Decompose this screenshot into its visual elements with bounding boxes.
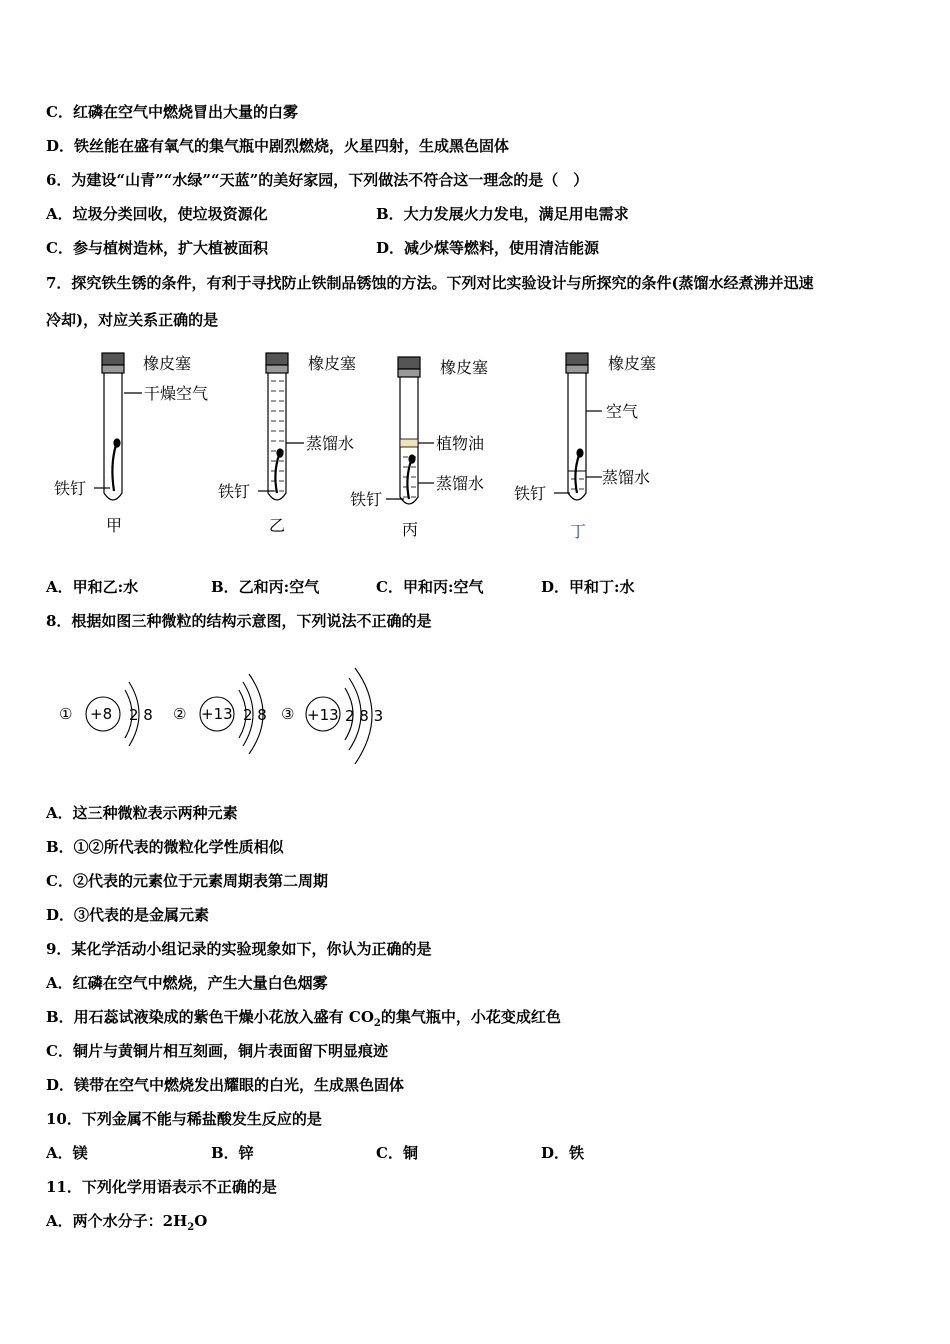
q6-stem: 6．为建设“山青”“水绿”“天蓝”的美好家园，下列做法不符合这一理念的是（ ） (46, 171, 589, 189)
label-stopper-4: 橡皮塞 (608, 354, 657, 373)
q9-option-b (46, 1007, 561, 1027)
label-dry-air: 干燥空气 (144, 384, 209, 403)
q10-stem: 10．下列金属不能与稀盐酸发生反应的是 (46, 1110, 322, 1128)
q8-option-a: A．这三种微粒表示两种元素 (46, 804, 238, 822)
q6-option-c: C．参与植树造林，扩大植被面积 (46, 239, 268, 257)
label-stopper-1: 橡皮塞 (143, 354, 192, 373)
q11-option-a (46, 1211, 207, 1231)
stopper-icon (398, 369, 420, 377)
q10-option-a: A．镁 (46, 1144, 88, 1162)
q9b-text-post: 的集气瓶中，小花变成红色 (380, 1008, 561, 1026)
q11a-text-pre: A．两个水分子：2H (46, 1212, 188, 1230)
q8-option-b: B．①②所代表的微粒化学性质相似 (46, 838, 284, 856)
label-stopper-3: 橡皮塞 (440, 358, 489, 377)
q5-option-d: D．铁丝能在盛有氧气的集气瓶中剧烈燃烧，火星四射，生成黑色固体 (46, 137, 510, 155)
q6-option-d: D．减少煤等燃料，使用清洁能源 (376, 239, 600, 257)
q9b-text-pre: B．用石蕊试液染成的紫色干燥小花放入盛有 CO (46, 1008, 374, 1026)
q7-option-c: C．甲和丙:空气 (376, 578, 484, 596)
stopper-icon (102, 365, 124, 373)
q10-option-d: D．铁 (541, 1144, 585, 1162)
q7-option-a: A．甲和乙:水 (46, 578, 139, 596)
q10-option-b: B．锌 (211, 1144, 254, 1162)
label-nail-3: 铁钉 (350, 490, 383, 509)
q7-stem-line1: 7．探究铁生锈的条件，有利于寻找防止铁制品锈蚀的方法。下列对比实验设计与所探究的条件(蒸馏水经煮沸并迅速 (46, 274, 814, 292)
q9-option-a: A．红磷在空气中燃烧，产生大量白色烟雾 (46, 974, 328, 992)
label-tube-jia: 甲 (106, 516, 123, 535)
label-water-2: 蒸馏水 (306, 434, 355, 453)
atom-shells-3: 2 8 3 (345, 707, 384, 725)
q8-option-c: C．②代表的元素位于元素周期表第二周期 (46, 872, 328, 890)
nail-icon (575, 455, 579, 493)
stopper-icon (566, 365, 588, 373)
q8-stem: 8．根据如图三种微粒的结构示意图，下列说法不正确的是 (46, 612, 432, 630)
q9-option-c: C．铜片与黄铜片相互刻画，铜片表面留下明显痕迹 (46, 1042, 388, 1060)
label-air: 空气 (606, 402, 639, 421)
test-tube-icon (568, 373, 586, 500)
label-water-4: 蒸馏水 (602, 468, 651, 487)
atom-nucleus-2: +13 (201, 705, 233, 723)
q7-option-b: B．乙和丙:空气 (211, 578, 320, 596)
q7-stem-line2: 冷却)，对应关系正确的是 (46, 311, 219, 329)
label-tube-yi: 乙 (269, 516, 286, 535)
atom-nucleus-1: +8 (90, 705, 113, 723)
atom-shells-1: 2 8 (129, 706, 153, 724)
stopper-icon (398, 357, 420, 369)
atom-mark-1: ① (59, 705, 73, 723)
q11-stem: 11．下列化学用语表示不正确的是 (46, 1178, 277, 1196)
stopper-icon (102, 353, 124, 365)
q6-option-b: B．大力发展火力发电，满足用电需求 (376, 205, 629, 223)
label-nail-2: 铁钉 (218, 482, 251, 501)
q11a-text-post: O (194, 1212, 208, 1230)
label-tube-bing: 丙 (402, 520, 419, 539)
q11a-subscript: 2 (187, 1222, 195, 1233)
stopper-icon (266, 353, 288, 365)
atom-structure-figure (55, 660, 395, 775)
atom-mark-3: ③ (281, 705, 295, 723)
label-nail-1: 铁钉 (54, 479, 87, 498)
q9b-subscript: 2 (373, 1018, 381, 1029)
label-tube-ding: 丁 (570, 522, 587, 541)
q8-option-d: D．③代表的是金属元素 (46, 906, 210, 924)
q5-option-c: C．红磷在空气中燃烧冒出大量的白雾 (46, 103, 298, 121)
q9-stem: 9．某化学活动小组记录的实验现象如下，你认为正确的是 (46, 940, 432, 958)
atom-nucleus-3: +13 (307, 706, 339, 724)
label-stopper-2: 橡皮塞 (308, 354, 357, 373)
label-water-3: 蒸馏水 (436, 474, 485, 493)
stopper-icon (266, 365, 288, 373)
test-tube-figure (40, 345, 680, 550)
stopper-icon (566, 353, 588, 365)
q7-option-d: D．甲和丁:水 (541, 578, 635, 596)
label-nail-4: 铁钉 (514, 484, 547, 503)
q6-option-a: A．垃圾分类回收，使垃圾资源化 (46, 205, 268, 223)
label-oil: 植物油 (436, 434, 485, 453)
nail-icon (112, 445, 116, 491)
q9-option-d: D．镁带在空气中燃烧发出耀眼的白光，生成黑色固体 (46, 1076, 405, 1094)
atom-shells-2: 2 8 (243, 706, 267, 724)
atom-mark-2: ② (173, 705, 187, 723)
q10-option-c: C．铜 (376, 1144, 418, 1162)
